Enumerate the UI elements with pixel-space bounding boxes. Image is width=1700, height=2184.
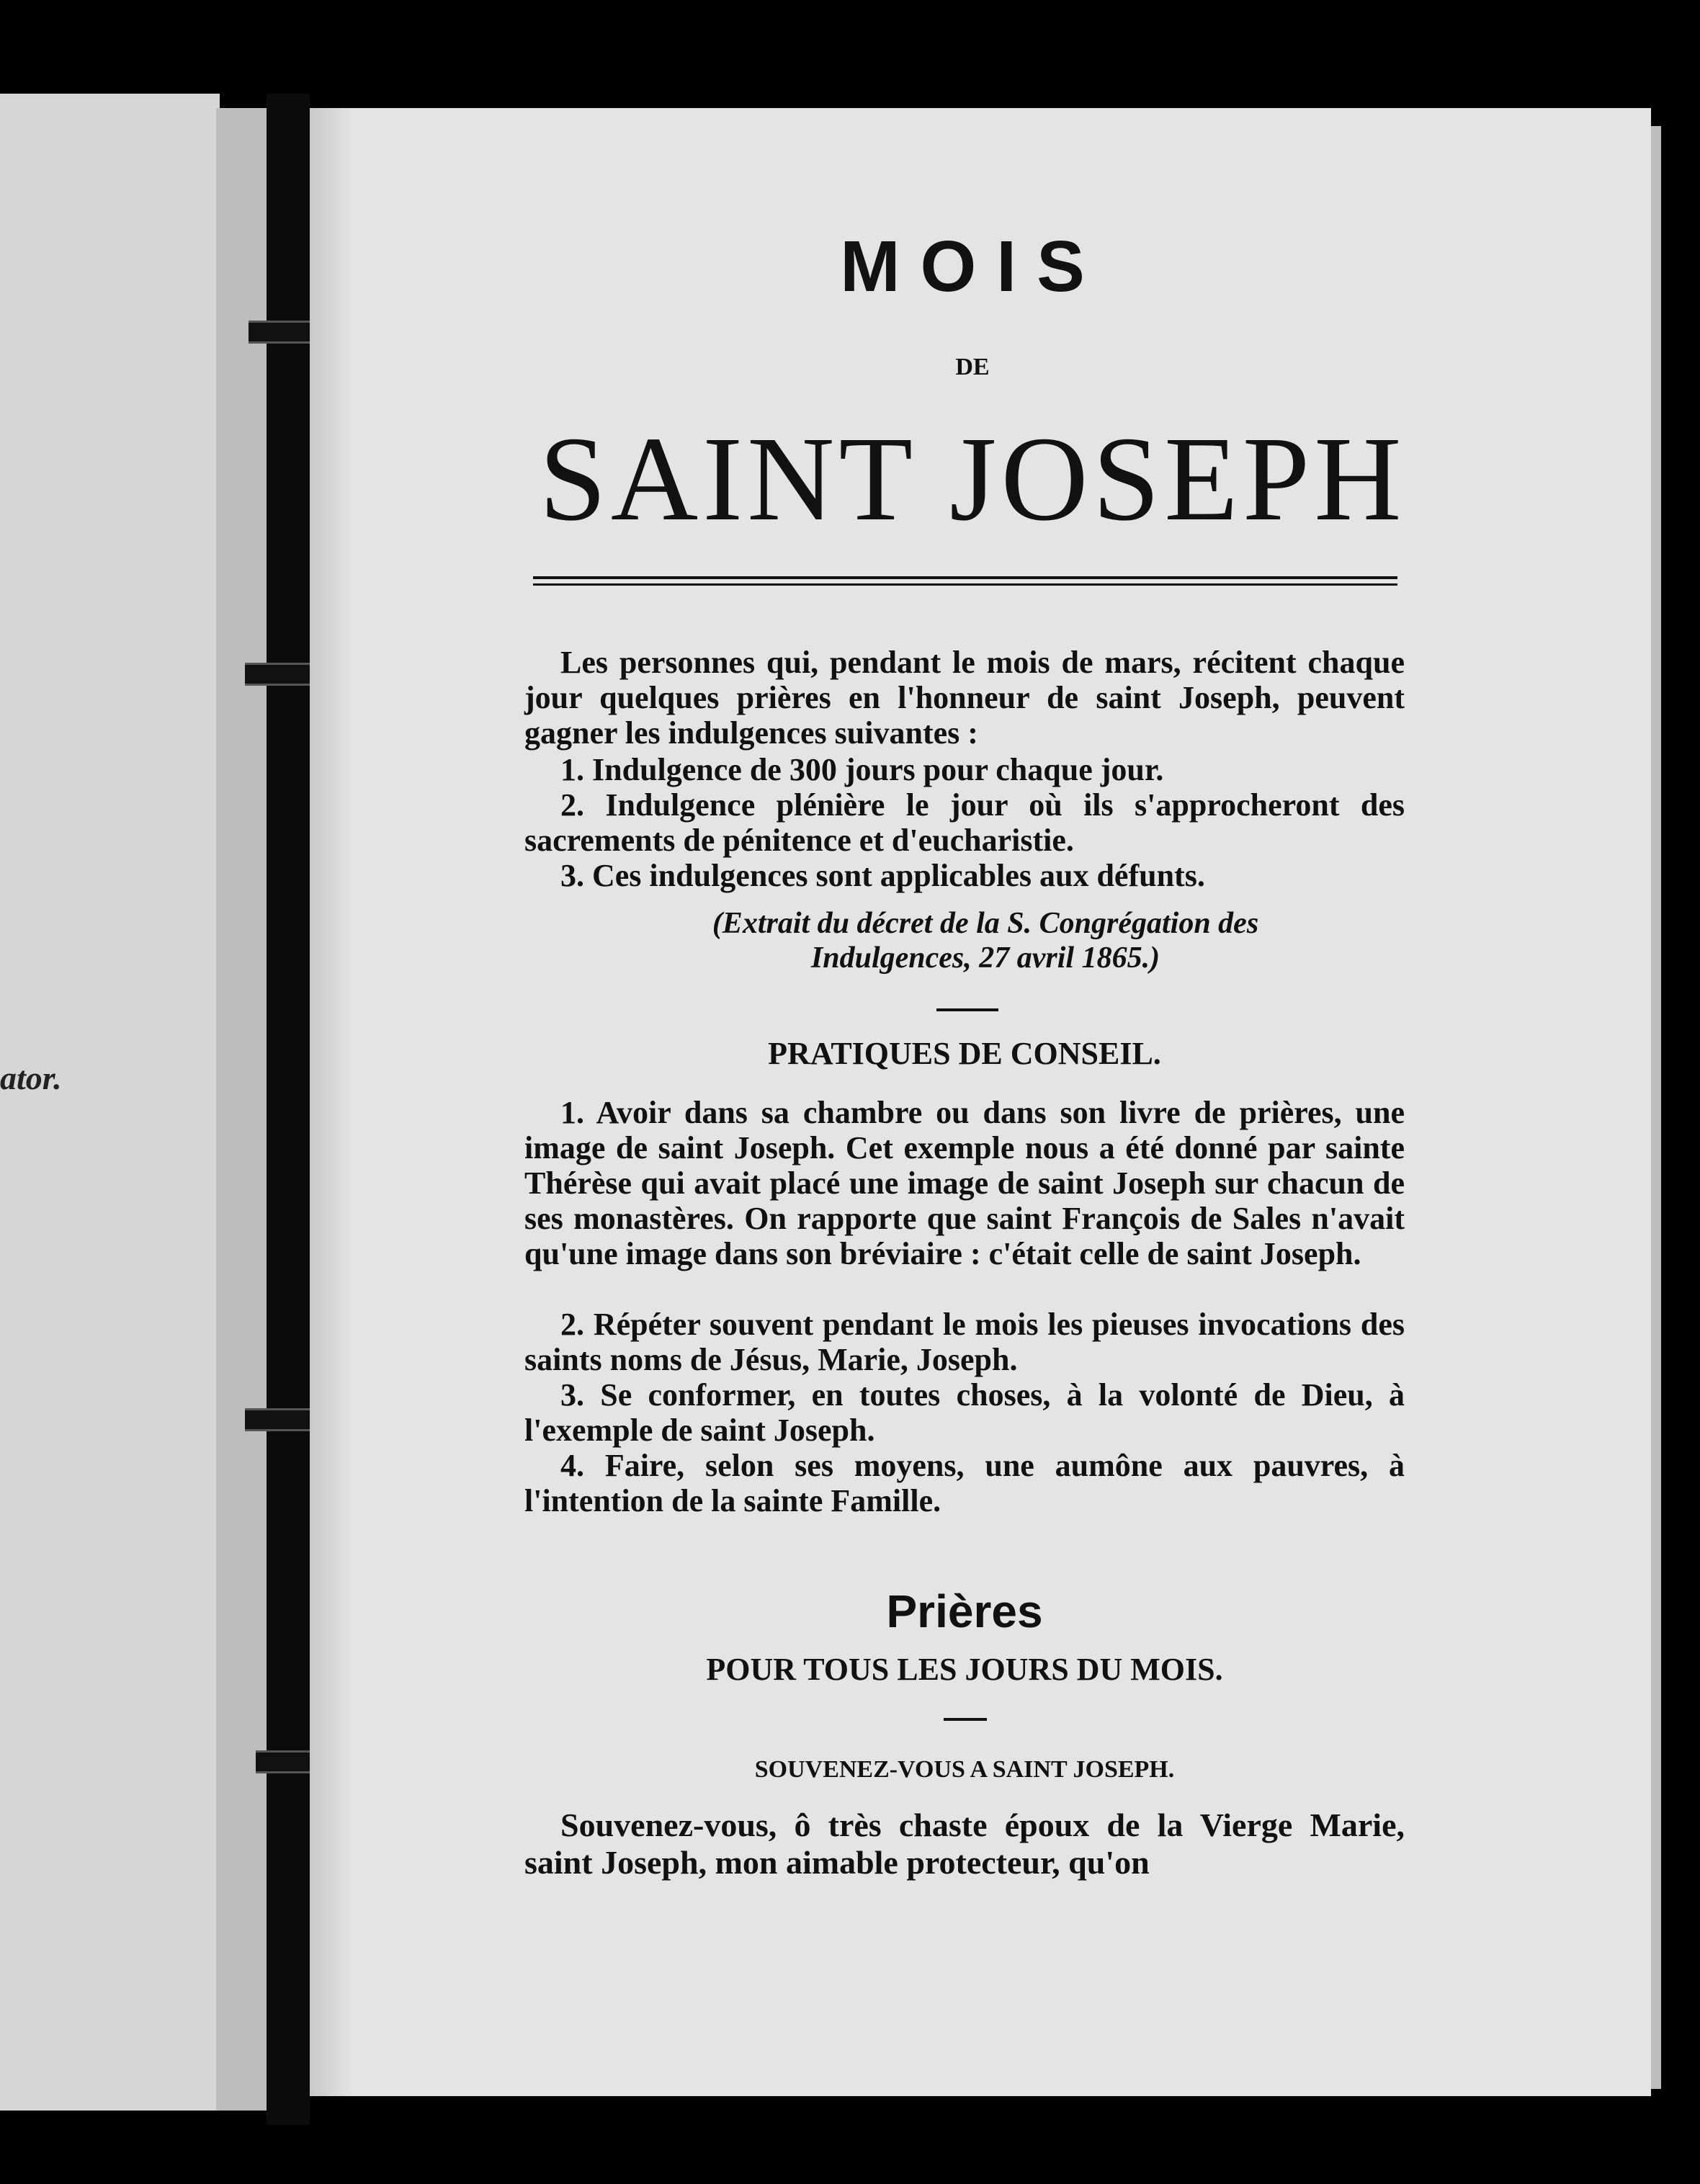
pratiques-heading: PRATIQUES DE CONSEIL. — [768, 1036, 1161, 1071]
page-gutter-shadow — [310, 108, 353, 2096]
prieres-heading: Prières — [886, 1585, 1043, 1637]
souvenez-text: Souvenez-vous, ô très chaste époux de la Vierge Marie, saint Joseph, mon aimable protecteur, qu'on — [524, 1807, 1405, 1881]
title-saint-joseph: SAINT JOSEPH — [539, 412, 1406, 546]
pratique-item: 2. Répéter souvent pendant le mois les pieuses invocations des saints noms de Jésus, Marie, Joseph. — [524, 1307, 1405, 1377]
citation-line-1: (Extrait du décret de la S. Congrégation des — [712, 907, 1259, 940]
page-right-edge — [1651, 126, 1661, 2089]
separator-rule — [936, 1008, 998, 1011]
souvenez-title: SOUVENEZ-VOUS A SAINT JOSEPH. — [754, 1756, 1175, 1783]
double-rule — [533, 576, 1397, 586]
title-mois: MOIS — [840, 226, 1105, 307]
separator-rule — [944, 1718, 987, 1721]
binding-gutter — [267, 94, 310, 2125]
pratique-item: 3. Se conformer, en toutes choses, à la volonté de Dieu, à l'exemple de saint Joseph. — [524, 1377, 1405, 1448]
intro-paragraph: Les personnes qui, pendant le mois de mars, récitent chaque jour quelques prières en l'honneur de saint Joseph, peuvent gagner les indulgences suivantes : — [524, 645, 1405, 751]
indulgence-item: 2. Indulgence plénière le jour où ils s'approcheront des sacrements de pénitence et d'eucharistie. — [524, 787, 1405, 858]
indulgence-item: 1. Indulgence de 300 jours pour chaque jour. — [560, 752, 1164, 787]
facing-page-edge — [216, 108, 267, 2111]
facing-page — [0, 94, 220, 2111]
indulgence-item: 3. Ces indulgences sont applicables aux défunts. — [560, 858, 1205, 893]
title-de: DE — [955, 354, 990, 380]
facing-page-text: ator. — [0, 1060, 62, 1096]
pratique-item: 1. Avoir dans sa chambre ou dans son livre de prières, une image de saint Joseph. Cet exemple nous a été donné par sainte Thérèse qui avait placé une image de saint Joseph sur chacun de ses monastères. On rapporte que saint François de Sales n'avait qu'une image dans son bréviaire : c'était celle de saint Joseph. — [524, 1095, 1405, 1271]
citation-line-2: Indulgences, 27 avril 1865.) — [810, 941, 1160, 975]
prieres-subheading: POUR TOUS LES JOURS DU MOIS. — [706, 1652, 1223, 1687]
pratique-item: 4. Faire, selon ses moyens, une aumône aux pauvres, à l'intention de la sainte Famille. — [524, 1448, 1405, 1518]
